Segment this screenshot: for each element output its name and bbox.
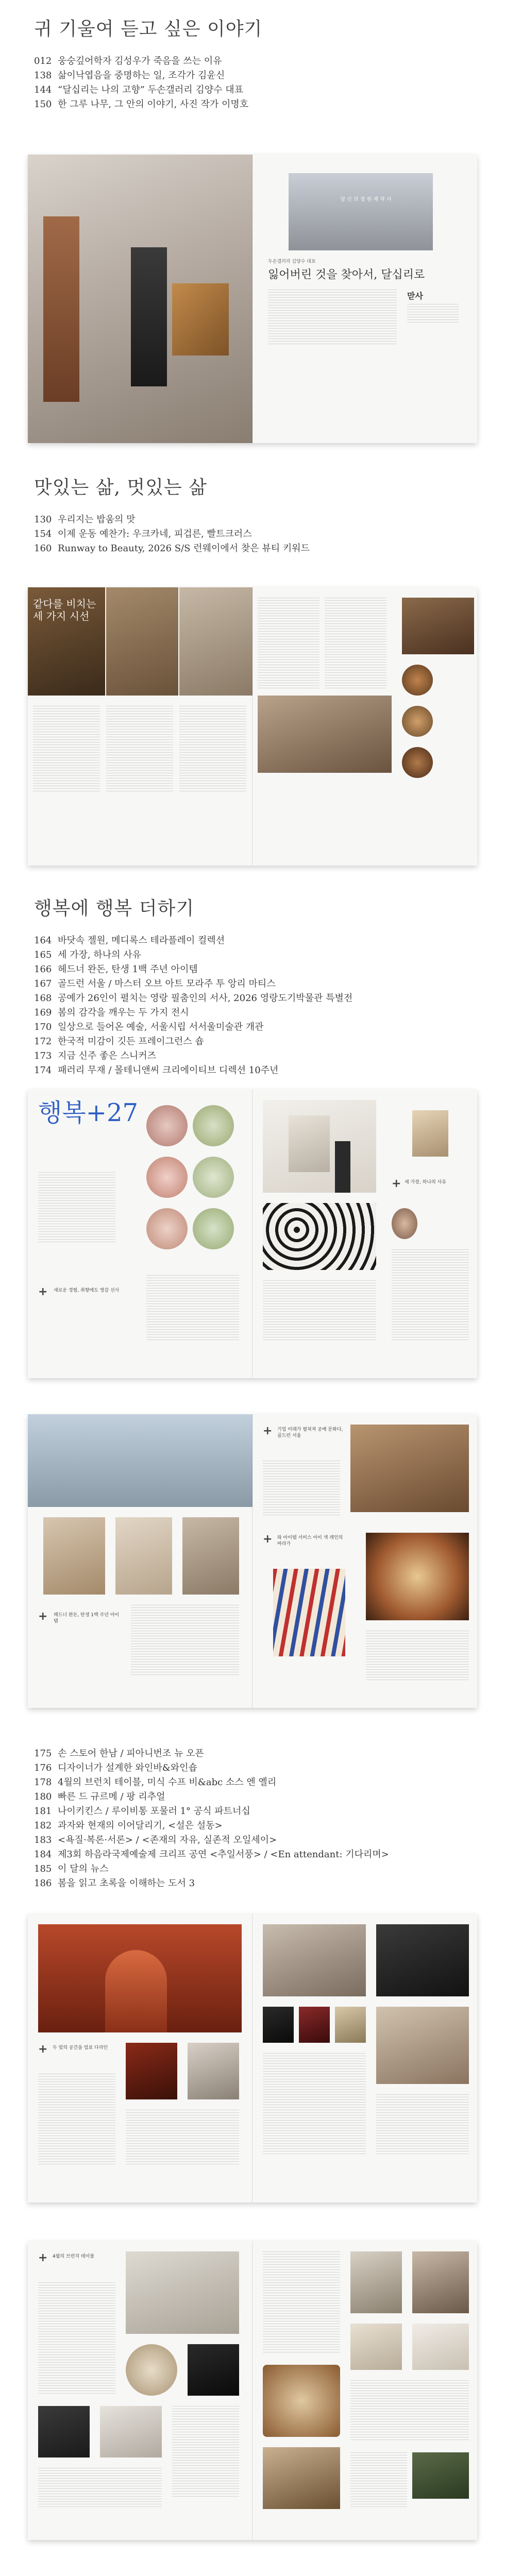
article-body xyxy=(38,1172,115,1244)
section-caption: 새로운 경험, 취향에도 영감 선사 xyxy=(54,1288,120,1293)
interior-photo xyxy=(350,2251,402,2313)
spread-page-left xyxy=(28,2241,252,2540)
toc-item[interactable]: 167 골드런 서울 / 마스터 오브 아트 모라주 투 앙리 마티스 xyxy=(34,978,276,989)
toc-section-3 xyxy=(34,894,471,1078)
article-body xyxy=(268,290,397,346)
food-photo xyxy=(402,598,474,654)
food-bowl xyxy=(402,747,433,778)
portrait-photo xyxy=(412,2251,469,2313)
bar-photo xyxy=(188,2043,239,2099)
spread-page-right xyxy=(252,155,477,443)
plate-photo xyxy=(193,1105,234,1146)
toc-item[interactable]: 176 디자이너가 설계한 와인바&와인숍 xyxy=(34,1762,197,1773)
plate-photo xyxy=(193,1208,234,1249)
magazine-spread-5 xyxy=(28,1914,477,2202)
spread-page-right xyxy=(252,587,477,866)
toc-item[interactable]: 180 빠른 드 규르메 / 팡 리추얼 xyxy=(34,1791,165,1802)
dining-room-photo xyxy=(258,696,392,773)
toc-item[interactable]: 184 제3회 하음라국제예술제 크리프 공연 <추일서풍> / <En attendant: 기다리며> xyxy=(34,1849,389,1860)
toc-section-1 xyxy=(34,14,471,112)
spread-page-right xyxy=(252,1090,477,1378)
section-caption: 4월의 브런치 테이블 xyxy=(53,2254,95,2259)
spread-fold xyxy=(252,1414,253,1708)
article-body xyxy=(350,2380,469,2442)
article-body xyxy=(263,2251,340,2354)
section-caption: 기업 미래가 펼쳐져 공예 문화다, 골드런 서울 xyxy=(277,1427,343,1438)
plate-photo xyxy=(146,1157,188,1198)
plus-icon: + xyxy=(263,1425,273,1437)
night-bar-photo xyxy=(376,1924,469,1996)
article-body xyxy=(376,2094,469,2156)
article-body xyxy=(392,1249,469,1342)
toc-item[interactable]: 012 웅숭깊어학자 김성우가 죽음을 쓰는 이유 xyxy=(34,56,222,66)
section-caption: 세 가장, 하나의 사유 xyxy=(405,1180,446,1185)
plus-icon: + xyxy=(392,1177,401,1190)
table-setting-photo xyxy=(126,2251,239,2334)
toc-item[interactable]: 150 한 그루 나무, 그 안의 이야기, 사진 작가 이명호 xyxy=(34,99,249,110)
article-body xyxy=(131,1605,239,1677)
storefront-photo xyxy=(289,173,433,250)
plus-icon: + xyxy=(38,2251,48,2264)
toc-item[interactable]: 170 일상으로 들어온 예술, 서울시립 서서울미술관 개관 xyxy=(34,1022,264,1032)
vintage-tv xyxy=(172,283,229,355)
article-body xyxy=(263,2053,366,2156)
spread-page-right xyxy=(252,2241,477,2540)
landscape-photo xyxy=(28,1414,252,1507)
magazine-spread-2 xyxy=(28,587,477,866)
magazine-spread-1 xyxy=(28,155,477,443)
spread-fold xyxy=(252,587,253,866)
appliance-photo xyxy=(188,2344,239,2396)
toc-item[interactable]: 175 손 스토어 한남 / 피아니번조 뉴 오픈 xyxy=(34,1748,204,1759)
article-body xyxy=(258,598,319,690)
gallery-interior-photo xyxy=(350,1425,469,1512)
spread-page-left xyxy=(28,1090,252,1378)
toc-item[interactable]: 166 헤드너 완돈, 탄생 1백 주년 아이템 xyxy=(34,964,198,975)
toc-item[interactable]: 138 삶이낙엽음을 중명하는 일, 조각가 김윤신 xyxy=(34,70,225,81)
plus-icon: + xyxy=(38,2043,48,2056)
section-caption: 두 빛의 공간을 엄료 다리인 xyxy=(53,2045,108,2050)
section-caption: 헤드너 완돈, 탄생 1백 주년 아이템 xyxy=(54,1613,120,1624)
chair-photo xyxy=(43,1517,105,1595)
article-body xyxy=(126,2110,239,2166)
table-photo xyxy=(182,1517,239,1595)
restaurant-photo xyxy=(179,587,252,696)
spread-headline: 같다를 비치는 세 가지 시선 xyxy=(33,598,96,622)
toc-item[interactable]: 183 <욕질·복론·서론> / <존재의 자유, 실존적 오일세이> xyxy=(34,1835,277,1845)
food-plate-photo xyxy=(263,2365,340,2437)
article-body xyxy=(179,706,246,793)
section-title: 귀 기울여 듣고 싶은 이야기 xyxy=(34,19,263,40)
plus-icon: + xyxy=(38,1610,48,1623)
store-sign: 당 신 의 정 원 제 작 사 xyxy=(340,197,392,202)
spread-fold xyxy=(252,155,253,443)
magazine-spread-4 xyxy=(28,1414,477,1708)
brand-logo: 맏사 xyxy=(407,291,423,301)
article-body xyxy=(263,1461,340,1517)
article-body xyxy=(38,2282,115,2396)
article-body xyxy=(325,598,386,690)
toc-list xyxy=(34,513,471,556)
food-bowl xyxy=(402,706,433,737)
interior-photo xyxy=(106,587,178,696)
section-title: 행복에 행복 더하기 xyxy=(34,898,195,919)
article-body xyxy=(38,2468,162,2509)
toc-item[interactable]: 185 이 달의 뉴스 xyxy=(34,1863,109,1874)
arch-doorway xyxy=(105,1950,167,2032)
toc-item[interactable]: 169 봄의 감각을 깨우는 두 가지 전시 xyxy=(34,1007,189,1018)
pens-photo xyxy=(273,1569,345,1656)
toc-item[interactable]: 178 4월의 브런치 테이블, 미식 수프 비&abc 소스 엔 옐리 xyxy=(34,1777,277,1788)
bottle-photo xyxy=(335,2007,366,2043)
portrait-photo xyxy=(392,1208,417,1239)
toc-item[interactable]: 130 우리지는 밥움의 맛 xyxy=(34,514,136,525)
article-headline: 잃어버린 것을 찾아서, 달십리로 xyxy=(268,268,425,281)
spread-page-left xyxy=(28,1914,252,2202)
brand-body xyxy=(407,304,459,325)
plate-photo xyxy=(193,1157,234,1198)
magazine-spread-6 xyxy=(28,2241,477,2540)
spread-page-right xyxy=(252,1414,477,1708)
section-caption: 와 아이템 서비스 아이 색 레인의 바라가 xyxy=(277,1535,343,1547)
toc-item[interactable]: 181 나이키킨스 / 루이비통 포물러 1° 공식 파트너십 xyxy=(34,1806,250,1817)
toc-item[interactable]: 164 바닷속 젤원, 메디록스 테라플레이 컬렉션 xyxy=(34,935,225,946)
article-body xyxy=(33,706,100,793)
toc-item[interactable]: 160 Runway to Beauty, 2026 S/S 런웨이에서 찾은 뷰티 키워드 xyxy=(34,543,310,554)
food-bowl xyxy=(402,665,433,696)
article-body xyxy=(38,2074,115,2166)
toc-item[interactable]: 168 공예가 26인이 펼치는 영랑 필춤인의 서사, 2026 영랑도기박물관 특별전 xyxy=(34,993,353,1004)
wine-rack-photo xyxy=(126,2043,177,2099)
spread-fold xyxy=(252,1914,253,2202)
spread-fold xyxy=(252,2241,253,2540)
toc-item[interactable]: 154 이제 운동 예찬가: 우크카네, 피겁른, 빨트크러스 xyxy=(34,529,252,539)
cookware-photo xyxy=(100,2406,162,2458)
person-figure xyxy=(131,247,167,386)
ink-art-photo xyxy=(263,1203,376,1270)
section-title: 맛있는 삶, 멋있는 삶 xyxy=(34,477,207,498)
toc-item[interactable]: 186 봄을 읽고 초록을 이해하는 도서 3 xyxy=(34,1878,195,1889)
kettle-photo xyxy=(38,2406,90,2458)
spread-page-left xyxy=(28,1414,252,1708)
magazine-spread-3 xyxy=(28,1090,477,1378)
product-photo xyxy=(350,2324,402,2370)
article-body xyxy=(106,706,173,793)
toc-item[interactable]: 182 과자와 현재의 이어달리기, <설은 설동> xyxy=(34,1820,223,1831)
toc-list xyxy=(34,934,471,1078)
article-body xyxy=(146,1275,239,1342)
spoon-photo xyxy=(412,2324,469,2370)
haengbok-logo: 행복+27 xyxy=(38,1098,139,1127)
toc-list xyxy=(34,54,471,112)
painting-photo xyxy=(289,1115,330,1172)
toc-section-4 xyxy=(34,1747,471,1891)
plus-icon: + xyxy=(263,1533,273,1546)
article-body xyxy=(366,1631,469,1682)
spread-page-right xyxy=(252,1914,477,2202)
branch-sculpture xyxy=(43,216,79,402)
article-body xyxy=(172,2406,239,2499)
shop-exterior-photo xyxy=(263,1924,366,1996)
bottle-photo xyxy=(263,2007,294,2043)
toc-item[interactable]: 172 한국적 미감이 깃든 프레이그런스 숍 xyxy=(34,1036,204,1047)
food-photo xyxy=(263,2447,340,2509)
toc-item[interactable]: 173 지금 신주 좋은 스니커즈 xyxy=(34,1050,157,1061)
dish-photo xyxy=(126,2344,177,2396)
spread-fold xyxy=(252,1090,253,1378)
toc-item[interactable]: 174 패러리 무재 / 몰테니앤씨 크리에이티브 디렉션 10주년 xyxy=(34,1065,279,1076)
spread-page-left xyxy=(28,587,252,866)
restaurant-interior-photo xyxy=(376,2007,469,2084)
toc-list xyxy=(34,1747,471,1891)
toc-section-2 xyxy=(34,473,471,556)
toc-item[interactable]: 144 “달십리는 나의 고향” 두손갤러리 김양수 대표 xyxy=(34,84,243,95)
toc-item[interactable]: 165 세 가장, 하나의 사유 xyxy=(34,950,141,960)
article-body xyxy=(263,1280,376,1342)
lamp-photo xyxy=(115,1517,172,1595)
artwork-photo xyxy=(366,1533,469,1620)
plate-photo xyxy=(146,1208,188,1249)
bottle-photo xyxy=(299,2007,330,2043)
artwork-photo xyxy=(412,1110,448,1157)
article-body xyxy=(350,2452,407,2509)
article-kicker: 두손갤러리 김양수 대표 xyxy=(268,259,316,264)
plus-icon: + xyxy=(38,1285,48,1298)
visitor-figure xyxy=(335,1141,350,1193)
spread-page-left xyxy=(28,155,252,443)
shoes-photo xyxy=(412,2452,469,2499)
plate-photo xyxy=(146,1105,188,1146)
